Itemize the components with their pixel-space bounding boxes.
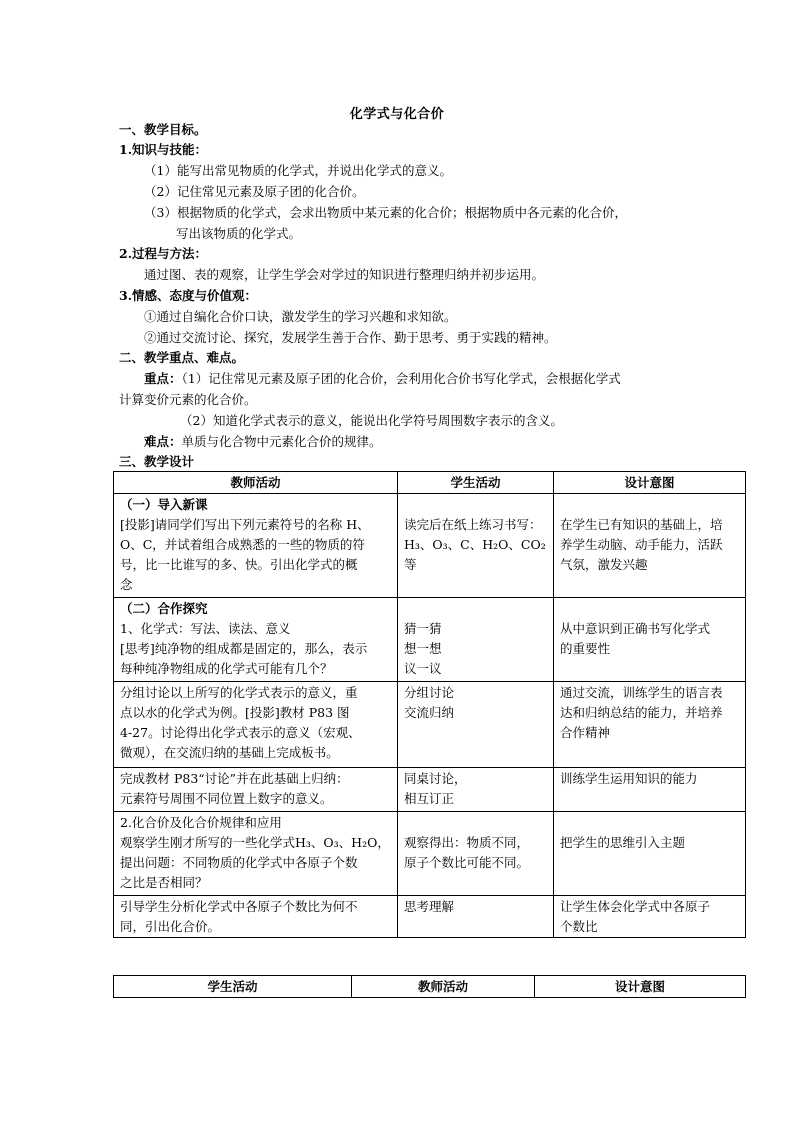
cell-line: 念 <box>120 577 133 592</box>
cell-line: 训练学生运用知识的能力 <box>560 771 698 786</box>
goal-item: （3）根据物质的化学式，会求出物质中某元素的化合价；根据物质中各元素的化合价， <box>144 205 627 220</box>
cell-line: 1、化学式：写法、读法、意义 <box>120 621 291 636</box>
cell-spacer <box>560 495 740 515</box>
attitude-item: ②通过交流讨论、探究，发展学生善于合作、勤于思考、勇于实践的精神。 <box>144 330 557 345</box>
section-3-heading: 三、教学设计 <box>119 454 195 469</box>
cell-title: （二）合作探究 <box>120 601 208 616</box>
teacher-cell <box>114 682 398 768</box>
key-point-1 <box>144 369 621 389</box>
cell-spacer <box>404 495 548 515</box>
cell-line: 同，引出化合价。 <box>120 919 221 934</box>
cell-line: 通过交流，训练学生的语言表 <box>560 685 723 700</box>
cell-spacer <box>404 599 548 619</box>
cell-line: 让学生体会化学式中各原子 <box>560 899 711 914</box>
student-cell <box>398 494 554 598</box>
second-table <box>113 975 746 998</box>
section-1-2-heading: 2.过程与方法： <box>119 246 208 261</box>
cell-line: 从中意识到正确书写化学式 <box>560 621 711 636</box>
cell-line: 点以水的化学式为例。[投影]教材 P83 图 <box>120 705 350 720</box>
cell-line: 养学生动脑、动手能力，活跃 <box>560 537 723 552</box>
table-row <box>114 768 746 812</box>
cell-title: （一）导入新课 <box>120 497 208 512</box>
header-student: 学生活动 <box>114 976 352 998</box>
goal-item: 写出该物质的化学式。 <box>176 226 302 241</box>
difficult-point-label: 难点： <box>144 434 182 449</box>
teacher-cell <box>114 494 398 598</box>
section-2-heading: 二、教学重点、难点。 <box>119 350 245 365</box>
intent-cell <box>554 598 746 682</box>
cell-line: 之比是否相同？ <box>120 875 208 890</box>
cell-line: 原子个数比可能不同。 <box>404 855 530 870</box>
cell-line: 读完后在纸上练习书写： <box>404 517 542 532</box>
cell-line: 达和归纳总结的能力，并培养 <box>560 705 723 720</box>
goal-item: （2）记住常见元素及原子团的化合价。 <box>144 184 365 199</box>
cell-line: 微观），在交流归纳的基础上完成板书。 <box>120 745 339 760</box>
header-teacher: 教师活动 <box>352 976 535 998</box>
cell-line: 2.化合价及化合价规律和应用 <box>120 815 282 830</box>
document-title: 化学式与化合价 <box>349 107 445 122</box>
table-header-row <box>114 976 746 998</box>
cell-line: 号，比一比谁写的多、快。引出化学式的概 <box>120 557 358 572</box>
cell-line: 个数比 <box>560 919 598 934</box>
attitude-item: ①通过自编化合价口诀，激发学生的学习兴趣和求知欲。 <box>144 309 457 324</box>
teacher-cell <box>114 896 398 938</box>
cell-line: 等 <box>404 557 417 572</box>
cell-line: 提出问题：不同物质的化学式中各原子个数 <box>120 855 358 870</box>
goal-item: （1）能写出常见物质的化学式，并说出化学式的意义。 <box>144 163 452 178</box>
table-row <box>114 682 746 768</box>
cell-line: 猜一猜 <box>404 621 442 636</box>
cell-line: O、C，并试着组合成熟悉的一些的物质的符 <box>120 537 365 552</box>
teaching-design-table <box>113 471 746 938</box>
cell-line: 议一议 <box>404 661 442 676</box>
cell-line: 气氛，激发兴趣 <box>560 557 648 572</box>
key-point-2: （2）知道化学式表示的意义，能说出化学符号周围数字表示的含义。 <box>180 413 563 428</box>
cell-spacer <box>560 599 740 619</box>
intent-cell <box>554 812 746 896</box>
key-point-label: 重点： <box>144 371 182 386</box>
cell-line: 同桌讨论， <box>404 771 467 786</box>
cell-line: 观察得出：物质不同， <box>404 835 530 850</box>
cell-line: 想一想 <box>404 641 442 656</box>
student-cell <box>398 768 554 812</box>
teacher-cell <box>114 598 398 682</box>
student-cell <box>398 598 554 682</box>
key-point-1-cont: 计算变价元素的化合价。 <box>119 392 257 407</box>
header-intent: 设计意图 <box>535 976 746 998</box>
cell-spacer <box>560 813 740 833</box>
teacher-cell <box>114 768 398 812</box>
student-cell <box>398 896 554 938</box>
section-1-3-heading: 3.情感、态度与价值观： <box>119 288 258 303</box>
cell-line: 思考理解 <box>404 899 455 914</box>
student-cell <box>398 682 554 768</box>
cell-line: 完成教材 P83“讨论”并在此基础上归纳： <box>120 771 349 786</box>
cell-spacer <box>404 813 548 833</box>
cell-line: 分组讨论 <box>404 685 455 700</box>
cell-line: 每种纯净物组成的化学式可能有几个？ <box>120 661 333 676</box>
table-row <box>114 494 746 598</box>
header-teacher: 教师活动 <box>114 472 398 494</box>
method-text: 通过图、表的观察，让学生学会对学过的知识进行整理归纳并初步运用。 <box>144 267 545 282</box>
cell-line: [思考]纯净物的组成都是固定的，那么，表示 <box>120 641 368 656</box>
intent-cell <box>554 768 746 812</box>
cell-line: 4-27。讨论得出化学式表示的意义（宏观、 <box>120 725 361 740</box>
teacher-cell <box>114 812 398 896</box>
cell-line: 合作精神 <box>560 725 611 740</box>
section-1-1-heading: 1.知识与技能： <box>119 142 208 157</box>
cell-line: 在学生已有知识的基础上，培 <box>560 517 723 532</box>
intent-cell <box>554 896 746 938</box>
cell-line: H₃、O₃、C、H₂O、CO₂ <box>404 537 546 552</box>
cell-line: 引导学生分析化学式中各原子个数比为何不 <box>120 899 358 914</box>
section-1-heading: 一、教学目标。 <box>119 122 207 137</box>
cell-line: 观察学生刚才所写的一些化学式H₃、O₃、H₂O， <box>120 835 390 850</box>
table-row <box>114 598 746 682</box>
student-cell <box>398 812 554 896</box>
difficult-point <box>144 432 382 452</box>
header-student: 学生活动 <box>398 472 554 494</box>
difficult-point-text: 单质与化合物中元素化合价的规律。 <box>181 434 382 449</box>
key-point-text: （1）记住常见元素及原子团的化合价，会利用化合价书写化学式，会根据化学式 <box>181 371 621 386</box>
cell-line: 交流归纳 <box>404 705 455 720</box>
header-intent: 设计意图 <box>554 472 746 494</box>
table-row <box>114 812 746 896</box>
intent-cell <box>554 682 746 768</box>
cell-line: 分组讨论以上所写的化学式表示的意义，重 <box>120 685 358 700</box>
cell-line: [投影]请同学们写出下列元素符号的名称 H、 <box>120 517 370 532</box>
cell-line: 元素符号周围不同位置上数字的意义。 <box>120 791 333 806</box>
cell-line: 的重要性 <box>560 641 611 656</box>
cell-line: 把学生的思维引入主题 <box>560 835 686 850</box>
table-row <box>114 896 746 938</box>
intent-cell <box>554 494 746 598</box>
cell-line: 相互订正 <box>404 791 455 806</box>
table-header-row <box>114 472 746 494</box>
